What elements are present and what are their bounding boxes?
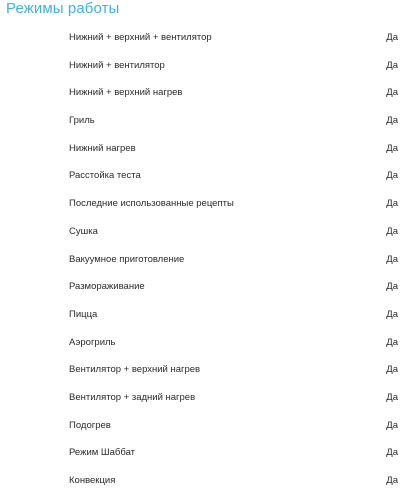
spec-value: Да — [386, 336, 398, 348]
spec-label: Конвекция — [69, 475, 116, 486]
spec-value: Да — [386, 59, 398, 71]
spec-label: Нижний + верхний + вентилятор — [69, 32, 212, 43]
spec-row-14 — [0, 412, 411, 440]
spec-value: Да — [386, 281, 398, 293]
spec-label: Гриль — [69, 115, 95, 127]
spec-label: Вакуумное приготовление — [69, 253, 185, 265]
spec-value: Да — [386, 253, 398, 265]
spec-value: Да — [386, 391, 398, 403]
spec-row-2 — [0, 79, 411, 107]
spec-value: Да — [386, 170, 398, 182]
spec-label: Вентилятор + верхний нагрев — [69, 364, 201, 376]
spec-value: Да — [386, 308, 398, 320]
spec-value: Да — [386, 32, 398, 43]
spec-label: Вентилятор + задний нагрев — [69, 391, 196, 403]
spec-row-15 — [0, 439, 411, 467]
spec-value: Да — [386, 475, 398, 486]
spec-row-3 — [0, 107, 411, 135]
spec-list — [0, 24, 411, 495]
spec-label: Режим Шаббат — [69, 447, 136, 459]
spec-label: Пицца — [69, 308, 98, 320]
spec-value: Да — [386, 364, 398, 376]
spec-value: Да — [386, 419, 398, 431]
spec-label: Размораживание — [69, 281, 145, 293]
spec-label: Нижний + верхний нагрев — [69, 87, 183, 99]
spec-value: Да — [386, 142, 398, 154]
spec-value: Да — [386, 115, 398, 127]
spec-value: Да — [386, 198, 398, 210]
spec-value: Да — [386, 447, 398, 459]
spec-value: Да — [386, 87, 398, 99]
spec-row-10 — [0, 301, 411, 329]
spec-label: Нижний + вентилятор — [69, 59, 165, 71]
spec-row-9 — [0, 273, 411, 301]
spec-row-8 — [0, 246, 411, 274]
spec-row-5 — [0, 162, 411, 190]
spec-label: Сушка — [69, 225, 98, 237]
spec-row-13 — [0, 384, 411, 412]
spec-row-12 — [0, 356, 411, 384]
spec-label: Последние использованные рецепты — [69, 198, 234, 210]
spec-label: Подогрев — [69, 419, 111, 431]
spec-value: Да — [386, 225, 398, 237]
spec-label: Нижний нагрев — [69, 142, 136, 154]
spec-row-1 — [0, 52, 411, 80]
spec-label: Расстойка теста — [69, 170, 141, 182]
spec-row-6 — [0, 190, 411, 218]
spec-row-7 — [0, 218, 411, 246]
spec-row-16 — [0, 467, 411, 495]
spec-row-11 — [0, 329, 411, 357]
spec-row-4 — [0, 135, 411, 163]
section-title: Режимы работы — [6, 0, 120, 17]
spec-row-0 — [0, 24, 411, 52]
spec-label: Аэрогриль — [69, 336, 116, 348]
